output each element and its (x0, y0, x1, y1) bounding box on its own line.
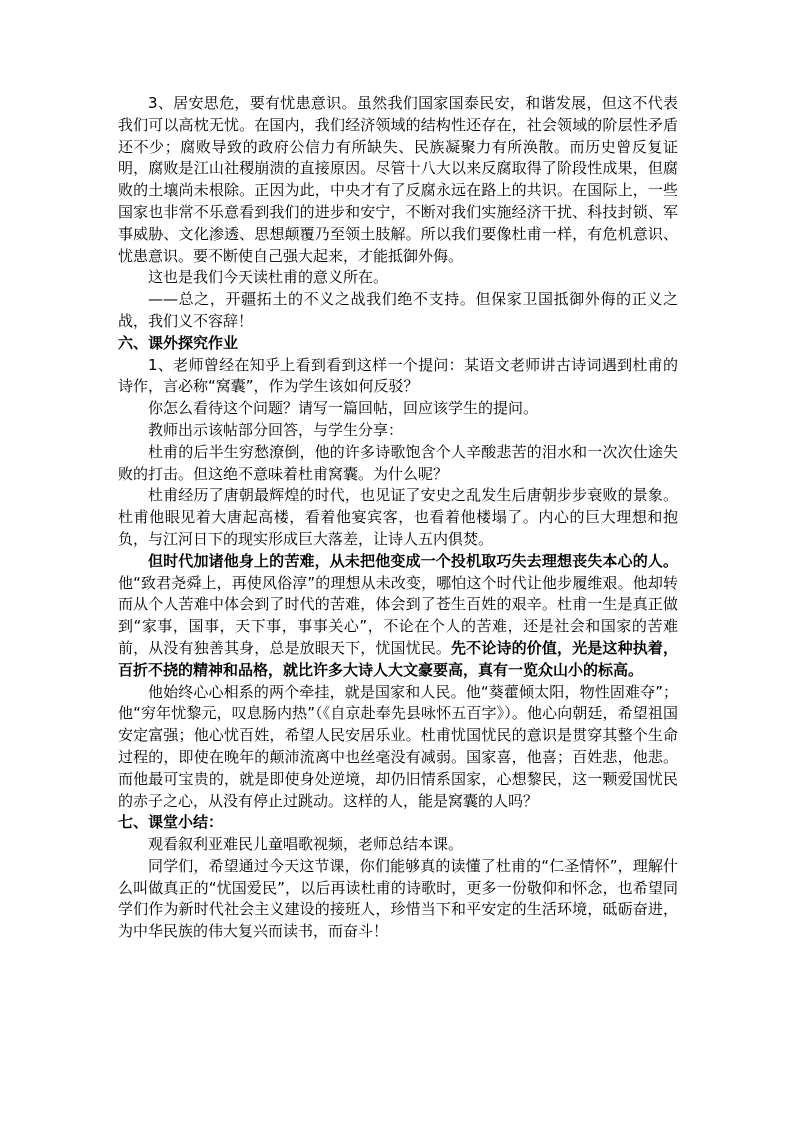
bold-statement-1: 但时代加诸他身上的苦难，从未把他变成一个投机取巧失去理想丧失本心的人。 (148, 551, 678, 570)
paragraph-8: 杜甫经历了唐朝最辉煌的时代，也见证了安史之乱发生后唐朝步步衰败的景象。杜甫他眼见着大唐起高楼，看着他宴宾客，也看着他楼塌了。内心的巨大理想和抱负，与江河日下的现实形成巨大落差，让诗人五内俱焚。 (118, 486, 678, 548)
section-heading-6: 六、课外探究作业 (118, 333, 239, 352)
bold-statement-2: 先不论诗的价值，光是这种执着，百折不挠的精神和品格，就比许多大诗人大文豪要高，真有一览众山小的标高。 (118, 638, 678, 679)
paragraph-4: 1、老师曾经在知乎上看到看到这样一个提问：某语文老师讲古诗词遇到杜甫的诗作，言必称“窝囊”，作为学生该如何反驳？ (118, 355, 678, 396)
paragraph-3: ——总之，开疆拓土的不义之战我们绝不支持。但保家卫国抵御外侮的正义之战，我们义不容辞！ (118, 290, 678, 330)
paragraph-9 (118, 551, 678, 682)
paragraph-11: 观看叙利亚难民儿童唱歌视频，老师总结本课。 (148, 835, 464, 854)
paragraph-12: 同学们，希望通过今天这节课，你们能够真的读懂了杜甫的“仁圣情怀”，理解什么叫做真正的“忧国爱民”，以后再读杜甫的诗歌时，更多一份敬仰和怀念，也希望同学们作为新时代社会主义建设的接班人，珍惜当下和平安定的生活环境，砥砺奋进，为中华民族的伟大复兴而读书，而奋斗！ (118, 856, 678, 941)
paragraph-9-text: 他“致君尧舜上，再使风俗淳”的理想从未改变，哪怕这个时代让他步履维艰。他却转而从个人苦难中体会到了时代的苦难，体会到了苍生百姓的艰辛。杜甫一生是真正做到“家事，国事，天下事，事事关心”，不论在个人的苦难，还是社会和国家的苦难前，从没有独善其身，总是放眼天下，忧国忧民。 (118, 573, 678, 657)
paragraph-5: 你怎么看待这个问题？请写一篇回帖，回应该学生的提问。 (148, 399, 539, 418)
paragraph-10: 他始终心心相系的两个牵挂，就是国家和人民。他“葵藿倾太阳，物性固难夺”；他“穷年忧黎元，叹息肠内热”（《自京赴奉先县咏怀五百字》）。他心向朝廷，希望祖国安定富强；他心忧百姓，希望人民安居乐业。杜甫忧国忧民的意识是贯穿其整个生命过程的，即使在晚年的颠沛流离中也丝毫没有减弱。国家喜，他喜；百姓悲，他悲。而他最可宝贵的，就是即使身处逆境，却仍旧情系国家，心想黎民，这一颗爱国忧民的赤子之心，从没有停止过跳动。这样的人，能是窝囊的人吗？ (118, 682, 678, 810)
paragraph-1: 3、居安思危，要有忧患意识。虽然我们国家国泰民安，和谐发展，但这不代表我们可以高枕无忧。在国内，我们经济领域的结构性还存在，社会领域的阶层性矛盾还不少；腐败导致的政府公信力有所缺失、民族凝聚力有所涣散。而历史曾反复证明，腐败是江山社稷崩溃的直接原因。尽管十八大以来反腐取得了阶段性成果，但腐败的土壤尚未根除。正因为此，中央才有了反腐永远在路上的共识。在国际上，一些国家也非常不乐意看到我们的进步和安宁，不断对我们实施经济干扰、科技封锁、军事威胁、文化渗透、思想颠覆乃至领土肢解。所以我们要像杜甫一样，有危机意识、忧患意识。要不断使自己强大起来，才能抵御外侮。 (118, 94, 678, 265)
section-heading-7: 七、课堂小结： (118, 813, 224, 832)
paragraph-6: 教师出示该帖部分回答，与学生分享： (148, 420, 404, 439)
document-page (118, 93, 678, 943)
paragraph-7: 杜甫的后半生穷愁潦倒，他的许多诗歌饱含个人辛酸悲苦的泪水和一次次仕途失败的打击。但这绝不意味着杜甫窝囊。为什么呢？ (118, 442, 678, 483)
paragraph-2: 这也是我们今天读杜甫的意义所在。 (148, 268, 389, 287)
